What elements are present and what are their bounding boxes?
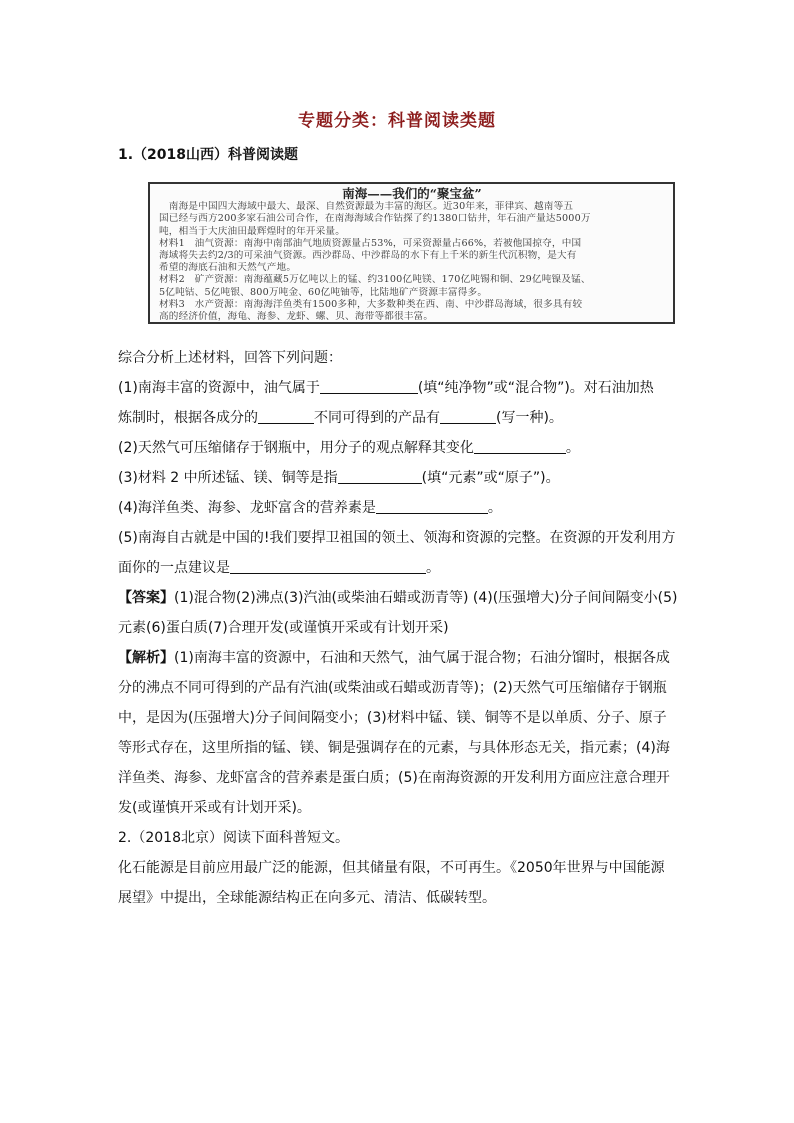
material-line: 材料1 油气资源：南海中南部油气地质资源量占53%，可采资源量占66%，若被他国掠夺，中国: [159, 237, 582, 249]
material-line: 吨，相当于大庆油田最辉煌时的年开采量。: [159, 225, 346, 237]
answer-line-1: 【答案】(1)混合物(2)沸点(3)汽油(或柴油石蜡或沥青等) (4)(压强增大)分子间间隔变小(5): [118, 590, 678, 606]
question-1-heading: 1.（2018山西）科普阅读题: [118, 147, 299, 163]
material-line: 海域将失去约2/3的可采油气资源。西沙群岛、中沙群岛的水下有上千米的新生代沉积物，是大有: [159, 250, 577, 262]
answer-blank[interactable]: [376, 497, 488, 514]
material-line: 高的经济价值，海龟、海参、龙虾、螺、贝、海带等都很丰富。: [159, 311, 434, 323]
material-line: 材料2 矿产资源：南海蕴藏5万亿吨以上的锰、约3100亿吨镁、170亿吨锡和铜、29亿吨镍及锰、: [159, 274, 591, 286]
material-title: 南海——我们的“聚宝盆”: [342, 186, 482, 201]
sub-question-1-cont: 炼制时，根据各成分的 不同可得到的产品有 (写一种)。: [118, 403, 678, 433]
analysis-line-1: 【解析】(1)南海丰富的资源中，石油和天然气，油气属于混合物；石油分馏时，根据各成: [118, 650, 670, 666]
analysis-line-3: 中，是因为(压强增大)分子间间隔变小；(3)材料中锰、镁、铜等不是以单质、分子、原子: [118, 710, 667, 726]
material-scan-box: [148, 182, 675, 324]
material-line: 希望的海底石油和天然气产地。: [159, 262, 297, 274]
analysis-line-6: 发(或谨慎开采或有计划开采)。: [118, 800, 311, 816]
question-1-body: [118, 343, 678, 913]
answer-blank[interactable]: [338, 467, 422, 484]
sub-question-5-cont: 面你的一点建议是 。: [118, 553, 678, 583]
sub-question-3: (3)材料 2 中所述锰、镁、铜等是指 (填“元素”或“原子”)。: [118, 463, 678, 493]
sub-question-5: (5)南海自古就是中国的!我们要捍卫祖国的领土、领海和资源的完整。在资源的开发利用方: [118, 530, 676, 546]
question-2-heading: 2.（2018北京）阅读下面科普短文。: [118, 830, 349, 846]
answer-blank[interactable]: [474, 437, 566, 454]
sub-question-4: (4)海洋鱼类、海参、龙虾富含的营养素是 。: [118, 493, 678, 523]
material-line: 南海是中国四大海域中最大、最深、自然资源最为丰富的海区。近30年来，菲律宾、越南等五: [159, 201, 574, 213]
intro-text: 综合分析上述材料，回答下列问题：: [118, 350, 342, 366]
answer-blank[interactable]: [320, 377, 418, 394]
material-line: 国已经与西方200多家石油公司合作，在南海海域合作钻探了约1380口钻井，年石油产量达5000万: [159, 213, 591, 225]
question-2-paragraph-line: 展望》中提出，全球能源结构正在向多元、清洁、低碳转型。: [118, 890, 496, 906]
answer-blank[interactable]: [230, 557, 426, 574]
question-2-paragraph-line: 化石能源是目前应用最广泛的能源，但其储量有限，不可再生。《2050年世界与中国能源: [118, 860, 665, 876]
analysis-line-4: 等形式存在，这里所指的锰、镁、铜是强调存在的元素，与具体形态无关，指元素；(4)海: [118, 740, 670, 756]
answer-label: 【答案】: [118, 590, 174, 606]
analysis-label: 【解析】: [118, 650, 174, 666]
sub-question-1: (1)南海丰富的资源中，油气属于 (填“纯净物”或“混合物”)。对石油加热: [118, 373, 678, 403]
material-line: 材料3 水产资源：南海海洋鱼类有1500多种，大多数种类在西、南、中沙群岛海域，很多具有较: [159, 298, 583, 310]
answer-blank[interactable]: [258, 407, 314, 424]
page-title: 专题分类：科普阅读类题: [298, 111, 496, 131]
material-line: 5亿吨钴、5亿吨银、800万吨金、60亿吨铀等，比陆地矿产资源丰富得多。: [159, 286, 488, 298]
analysis-line-5: 洋鱼类、海参、龙虾富含的营养素是蛋白质；(5)在南海资源的开发利用方面应注意合理开: [118, 770, 670, 786]
sub-question-2: (2)天然气可压缩储存于钢瓶中，用分子的观点解释其变化 。: [118, 433, 678, 463]
analysis-line-2: 分的沸点不同可得到的产品有汽油(或柴油或石蜡或沥青等)；(2)天然气可压缩储存于钢瓶: [118, 680, 667, 696]
answer-blank[interactable]: [440, 407, 496, 424]
answer-line-2: 元素(6)蛋白质(7)合理开发(或谨慎开采或有计划开采): [118, 620, 449, 636]
